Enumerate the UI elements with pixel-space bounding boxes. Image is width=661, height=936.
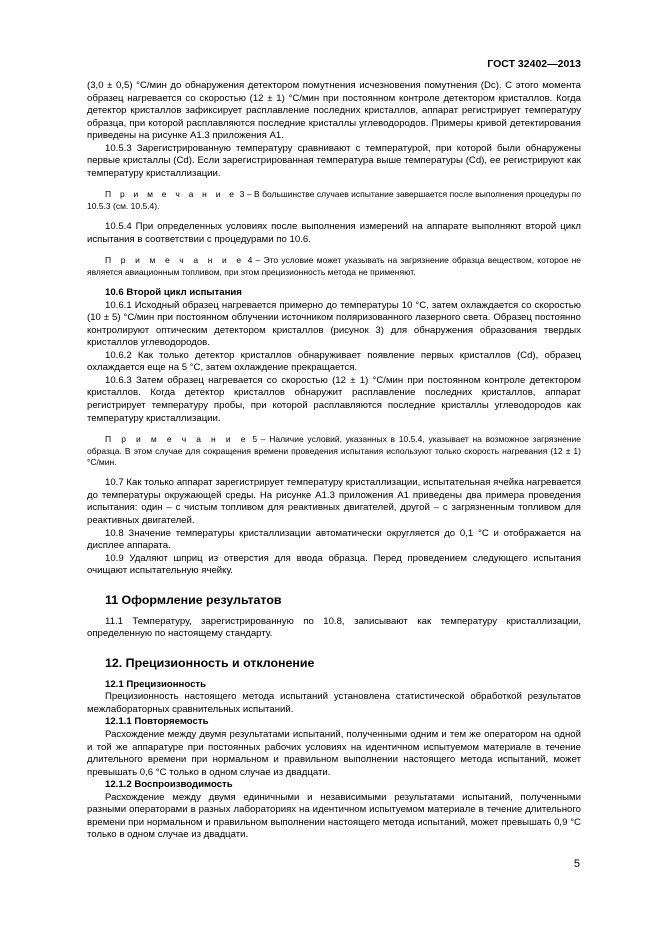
- note-label: П р и м е ч а н и е: [105, 255, 245, 266]
- paragraph-12-1-1: Расхождение между двумя результатами испытаний, полученными одним и тем же оператором на одной и той же аппаратуре при постоянных рабочих условиях на идентичном испытуемом материале в течение длительного времени при нормальном и правильном выполнении настоящего метода испытаний, может превышать 0,6 °С только в одном случае из двадцати.: [87, 728, 581, 778]
- section-heading-12: 12. Прецизионность и отклонение: [105, 655, 315, 670]
- document-header: ГОСТ 32402—2013: [487, 58, 581, 70]
- note-4: [87, 255, 581, 278]
- paragraph-12-1-2: Расхождение между двумя единичными и независимыми результатами испытаний, полученными разными операторами в разных лабораториях на идентичном испытуемом материале в течение длительного времени при нормальном и правильном выполнении настоящего метода испытаний, может превышать 0,9 °С только в одном случае из двадцати.: [87, 791, 581, 841]
- document-body: [87, 80, 581, 842]
- note-text: 3 – В большинстве случаев испытание завершается после выполнения процедуры по 10.5.3 (см. 10.5.4).: [87, 189, 581, 211]
- paragraph-continuation: (3,0 ± 0,5) °С/мин до обнаружения детектором помутнения исчезновения помутнения (Dс). С этого момента образец нагревается со скоростью (12 ± 1) °С/мин при постоянном контроле детектором кристаллов. Когда детектор кристаллов зафиксирует расплавление последних кристаллов, аппарат регистрирует температуру образца, при которой расплавляются последние кристаллы углеводородов. Примеры кривой детектирования приведены на рисунке А1.3 приложения А1.: [87, 80, 581, 142]
- paragraph-10-8: 10.8 Значение температуры кристаллизации автоматически округляется до 0,1 °С и отображается на дисплее аппарата.: [87, 527, 581, 552]
- paragraph-12-1: Прецизионность настоящего метода испытаний установлена статистической обработкой результатов межлабораторных сравнительных испытаний.: [87, 691, 581, 715]
- paragraph-10-6-1: 10.6.1 Исходный образец нагревается примерно до температуры 10 °С, затем охлаждается со скоростью (10 ± 5) °С/мин при постоянном облучении источником поляризованного лазерного света. Образец постоянно контролируют оптическим детектором кристаллов (рисунок 3) для обнаружения образования твердых кристаллов углеводородов.: [87, 299, 581, 349]
- paragraph-10-5-4: 10.5.4 При определенных условиях после выполнения измерений на аппарате выполняют второй цикл испытания в соответствии с процедурами по 10.6.: [87, 221, 581, 245]
- note-text: 5 – Наличие условий, указанных в 10.5.4, указывает на возможное загрязнение образца. В этом случае для сокращения времени проведения испытания используют только скорость нагревания (12 ± 1) °С/мин.: [87, 434, 582, 467]
- paragraph-10-6-3: 10.6.3 Затем образец нагревается со скоростью (12 ± 1) °С/мин при постоянном контроле детектором кристаллов. Когда детектор кристаллов обнаружит расплавление последних кристаллов, аппарат регистрирует температуру пробы, при которой расплавляются последние кристаллы углеводородов как температуру кристаллизации.: [87, 374, 581, 424]
- heading-12-1-1: 12.1.1 Повторяемость: [105, 716, 209, 728]
- page-number: 5: [573, 858, 580, 870]
- paragraph-11-1: 11.1 Температуру, зарегистрированную по 10.8, записывают как температуру кристаллизации, определенную по настоящему стандарту.: [87, 615, 581, 640]
- note-label: П р и м е ч а н и е: [105, 434, 249, 445]
- section-heading-11: 11 Оформление результатов: [105, 592, 282, 607]
- note-text: 4 – Это условие может указывать на загрязнение образца веществом, которое не является авиационным топливом, при этом прецизионность метода не применяют.: [87, 255, 581, 277]
- paragraph-10-6-2: 10.6.2 Как только детектор кристаллов обнаруживает появление первых кристаллов (Cd), образец охлаждается еще на 5 °С, затем охлаждение прекращается.: [87, 349, 581, 374]
- note-label: П р и м е ч а н и е: [105, 189, 238, 200]
- heading-12-1: 12.1 Прецизионность: [105, 678, 207, 690]
- note-3: [87, 189, 581, 212]
- paragraph-10-7: 10.7 Как только аппарат зарегистрирует температуру кристаллизации, испытательная ячейка нагревается до температуры окружающей среды. На рисунке А1.3 приложения А1 приведены два примера проведения испытания: один – с чистым топливом для реактивных двигателей, другой – с загрязненным топливом для реактивных двигателей.: [87, 477, 581, 526]
- note-5: [87, 434, 581, 468]
- heading-12-1-2: 12.1.2 Воспроизводимость: [105, 779, 233, 791]
- heading-10-6: 10.6 Второй цикл испытания: [105, 287, 242, 299]
- paragraph-10-5-3: 10.5.3 Зарегистрированную температуру сравнивают с температурой, при которой были обнаружены первые кристаллы (Cd). Если зарегистрированная температура выше температуры (Cd), ее регистрируют как температуру кристаллизации.: [87, 142, 581, 179]
- paragraph-10-9: 10.9 Удаляют шприц из отверстия для ввода образца. Перед проведением следующего испытания очищают испытательную ячейку.: [87, 552, 581, 577]
